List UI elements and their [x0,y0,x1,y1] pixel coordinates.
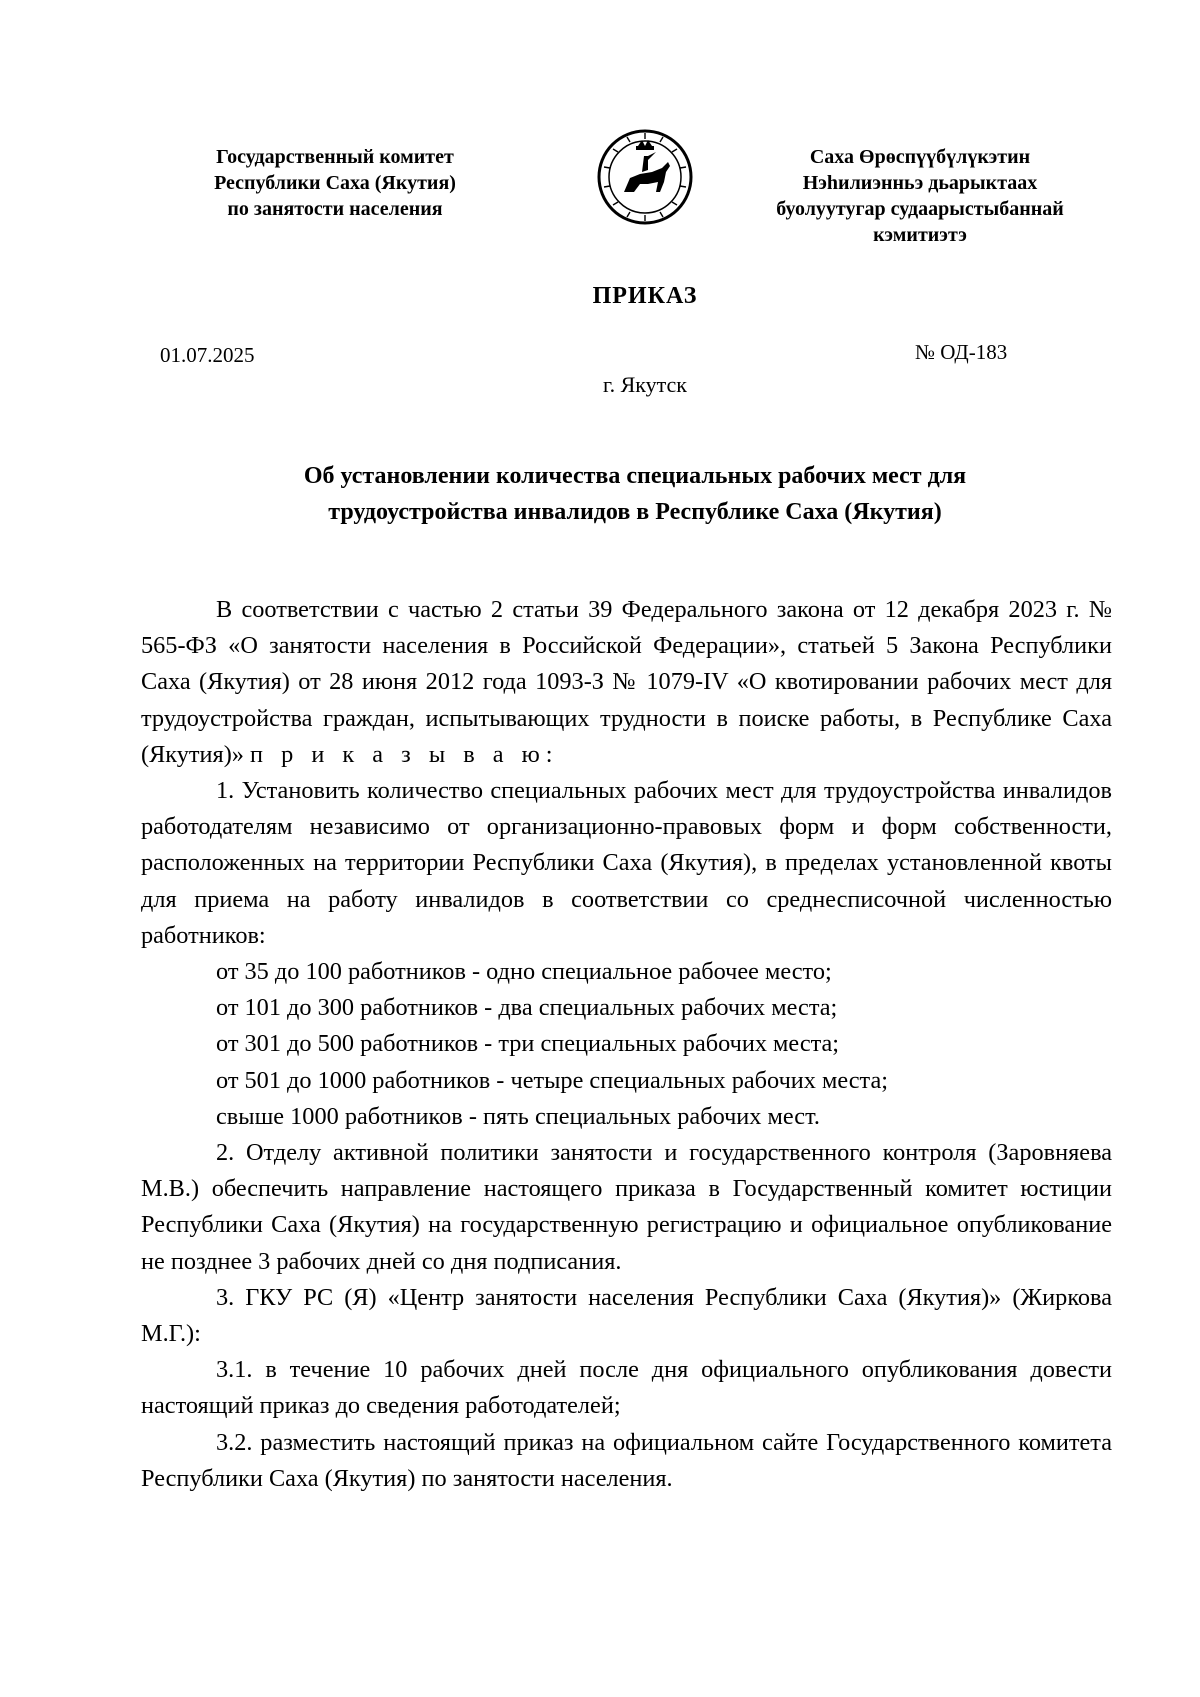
order-number: № ОД-183 [915,340,1008,364]
item-3-1: 3.1. в течение 10 рабочих дней после дня официального опубликования довести настоящий приказ до сведения работодателей; [141,1356,1112,1420]
order-city: г. Якутск [603,372,687,397]
order-title: ПРИКАЗ [592,283,698,309]
issuer-line: кэмитиэтэ [873,224,967,246]
issuer-line: Саха Өрөспүүбүлүкэтин [809,146,1031,168]
republic-emblem-icon [590,122,700,232]
order-date: 01.07.2025 [160,343,255,367]
issuer-line: Республики Саха (Якутия) [214,172,456,194]
item-3-2: 3.2. разместить настоящий приказ на официальном сайте Государственного комитета Республики Саха (Якутия) по занятости населения. [141,1428,1112,1492]
quota-line: от 101 до 300 работников - два специальных рабочих места; [216,994,838,1022]
issuer-line: буолуутугар судаарыстыбаннай [776,198,1064,220]
quota-line: свыше 1000 работников - пять специальных рабочих мест. [216,1102,820,1130]
quota-line: от 35 до 100 работников - одно специальное рабочее место; [216,958,832,986]
quota-line: от 501 до 1000 работников - четыре специальных рабочих места; [216,1066,889,1094]
item-2: 2. Отделу активной политики занятости и государственного контроля (Заровняева М.В.) обеспечить направление настоящего приказа в Государственный комитет юстиции Республики Саха (Якутия) на государственную регистрацию и официальное опубликование не позднее 3 рабочих дней со дня подписания. [141,1139,1112,1275]
issuer-line: Нэһилиэнньэ дьарыктаах [802,172,1038,194]
preamble-paragraph [141,592,1112,773]
issuer-line: по занятости населения [227,198,443,220]
subject-line: трудоустройства инвалидов в Республике Саха (Якутия) [328,499,942,525]
preamble-command: п р и к а з ы в а ю: [250,740,559,768]
preamble-text: В соответствии с частью 2 статьи 39 Федерального закона от 12 декабря 2023 г. № 565-ФЗ «О занятости населения в Российской Федерации», статьей 5 Закона Республики Саха (Якутия) от 28 июня 2012 года 1093-З № 1079-IV «О квотировании рабочих мест для трудоустройства граждан, испытывающих трудности в поиске работы, в Республике Саха (Якутия)» [141,596,1112,768]
item-1: 1. Установить количество специальных рабочих мест для трудоустройства инвалидов работодателям независимо от организационно-правовых форм и форм собственности, расположенных на территории Республики Саха (Якутия), в пределах установленной квоты для приема на работу инвалидов в соответствии со среднесписочной численностью работников: [141,777,1112,949]
order-body [141,592,1112,1497]
quota-line: от 301 до 500 работников - три специальных рабочих места; [216,1030,840,1058]
issuer-line: Государственный комитет [216,146,454,168]
issuer-name-yakut [740,144,1100,248]
item-3: 3. ГКУ РС (Я) «Центр занятости населения Республики Саха (Якутия)» (Жиркова М.Г.): [141,1283,1112,1348]
subject-line: Об установлении количества специальных рабочих мест для [303,463,967,489]
order-subject [200,458,1070,530]
issuer-name-russian [170,144,500,222]
